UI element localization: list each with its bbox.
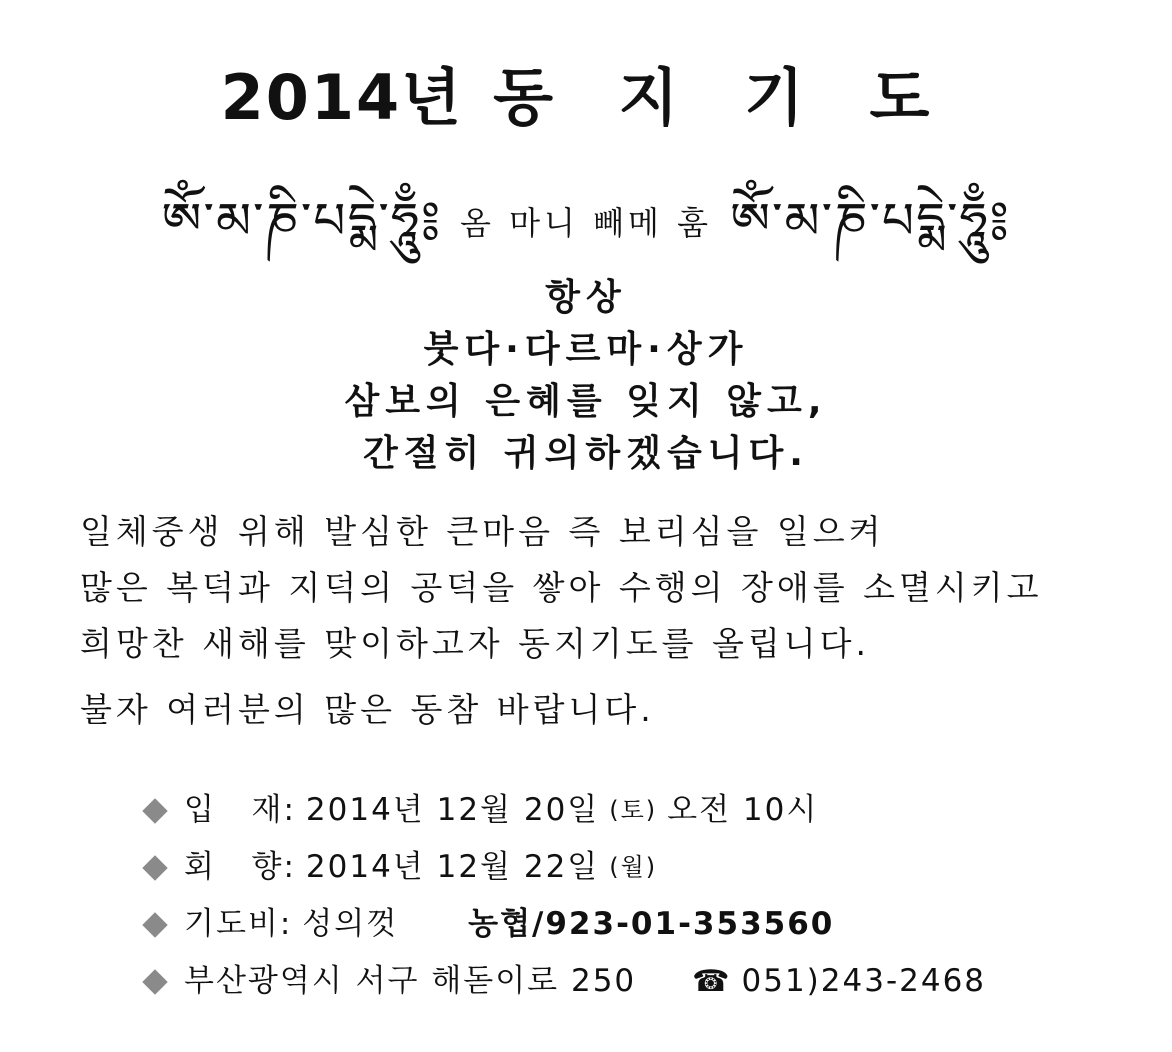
fee-label: 기도비: [184, 906, 293, 942]
info-row-end [140, 839, 1140, 896]
refuge-line: 붓다·다르마·상가 [423, 329, 749, 370]
telephone-icon: ☎ [692, 964, 732, 999]
body-line: 불자 여러분의 많은 동참 바랍니다. [80, 690, 655, 729]
tibetan-mantra-left: ༀ་མ་ཎི་པདྨེ་ཧཱུྃ༔ [161, 192, 442, 250]
info-row-fee [140, 896, 1140, 953]
invitation-text [80, 504, 1140, 738]
korean-mantra: 옴 마니 빼메 훔 [460, 204, 712, 242]
phone-number: 051)243-2468 [741, 963, 987, 999]
page-title [0, 62, 1172, 134]
body-line: 많은 복덕과 지덕의 공덕을 쌓아 수행의 장애를 소멸시키고 [80, 568, 1043, 607]
end-day: (월) [609, 853, 658, 881]
fee-value: 성의껏 [302, 906, 399, 942]
refuge-line: 삼보의 은혜를 잊지 않고, [344, 381, 828, 422]
start-date: 2014년 12월 20일 [305, 792, 600, 828]
refuge-line: 간절히 귀의하겠습니다. [363, 433, 809, 474]
address: 부산광역시 서구 해돋이로 250 [184, 963, 637, 999]
tibetan-mantra-right: ༀ་མ་ཎི་པདྨེ་ཧཱུྃ༔ [730, 192, 1011, 250]
mantra-row [0, 176, 1172, 266]
end-date: 2014년 12월 22일 [305, 849, 600, 885]
start-time: 오전 10시 [667, 792, 819, 828]
event-info-list [140, 782, 1140, 1010]
start-label: 입 재: [184, 792, 296, 828]
body-line: 일체중생 위해 발심한 큰마음 즉 보리심을 일으켜 [80, 512, 885, 551]
diamond-icon [142, 912, 167, 937]
title-name: 동 지 기 도 [493, 61, 952, 134]
info-row-address [140, 953, 1140, 1010]
diamond-icon [142, 798, 167, 823]
info-row-start [140, 782, 1140, 839]
start-day: (토) [609, 796, 658, 824]
diamond-icon [142, 969, 167, 994]
bank-account: 농협/923-01-353560 [468, 906, 835, 942]
title-year: 2014년 [220, 61, 464, 134]
refuge-line: 항상 [545, 277, 627, 318]
body-line: 희망찬 새해를 맞이하고자 동지기도를 올립니다. [80, 624, 871, 663]
end-label: 회 향: [184, 849, 296, 885]
phone-block [692, 953, 986, 1010]
refuge-verse [0, 272, 1172, 480]
diamond-icon [142, 855, 167, 880]
